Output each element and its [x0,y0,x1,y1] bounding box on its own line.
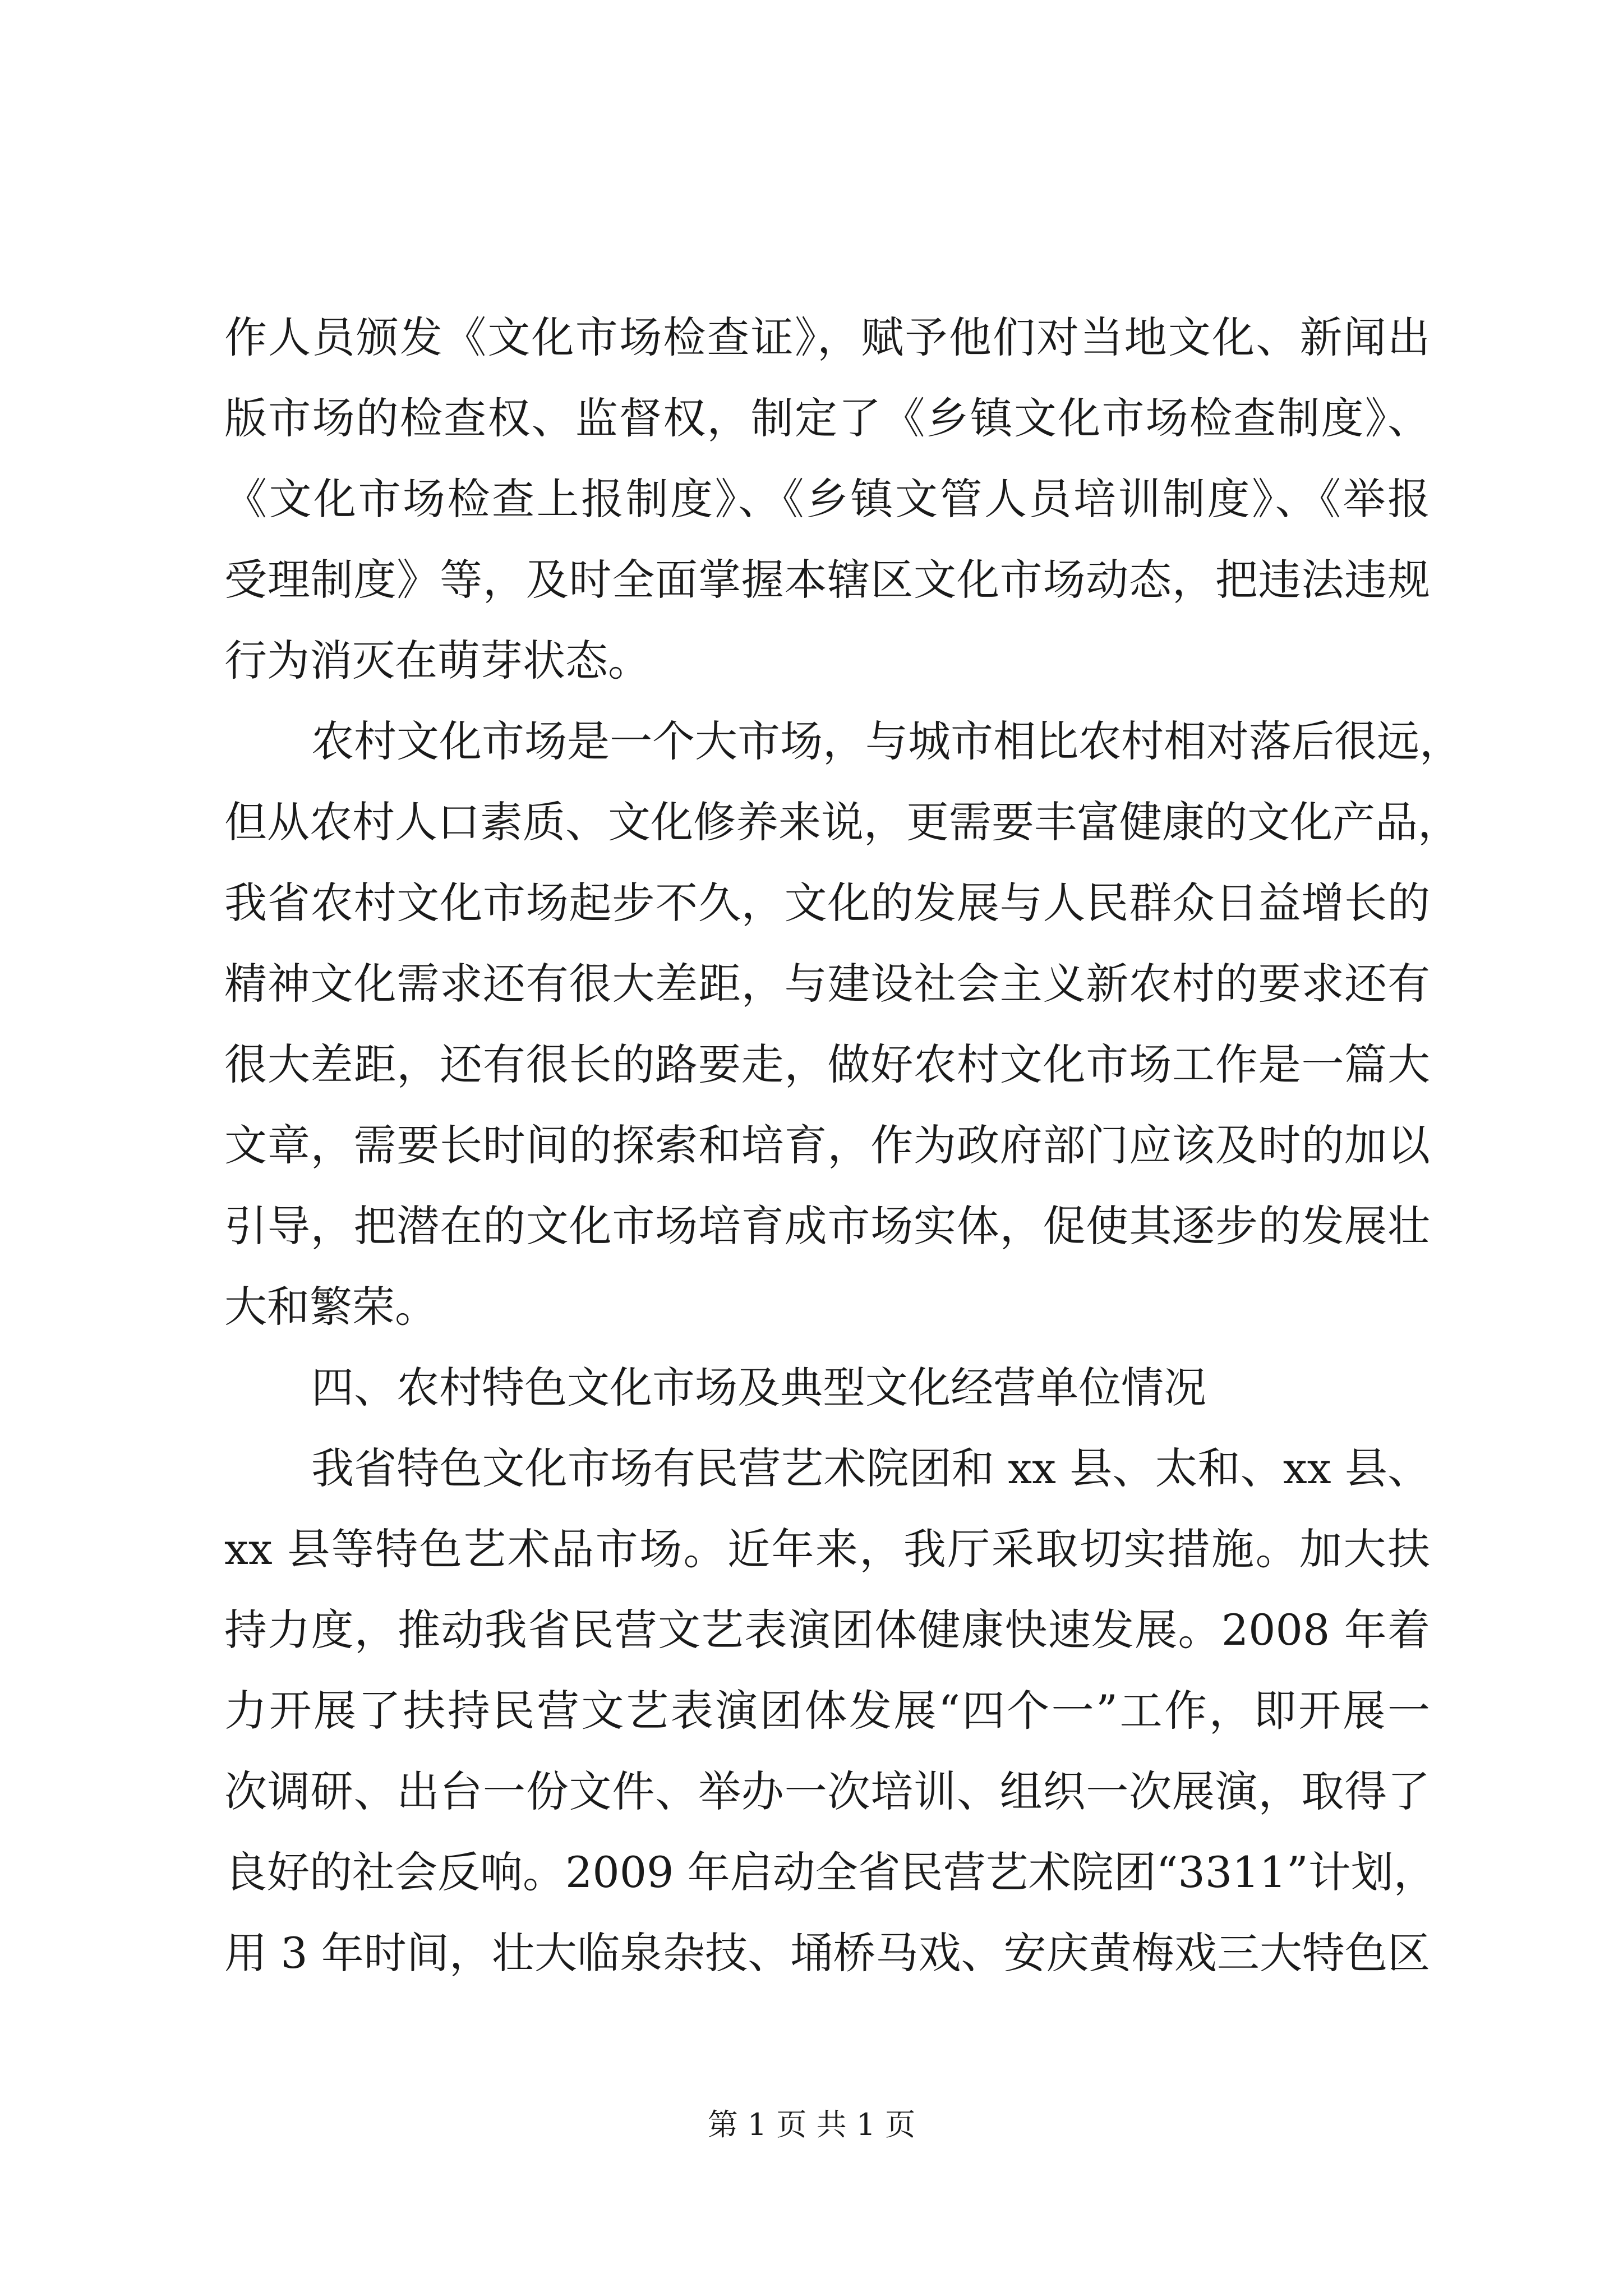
text-line: 我省特色文化市场有民营艺术院团和 xx 县、太和、xx 县、 [311,1443,1430,1493]
paragraph-featured-market [224,1428,1436,1994]
text-line: 作人员颁发《文化市场检查证》，赋予他们对当地文化、新闻出 [224,312,1430,362]
text-line: 文章，需要长时间的探索和培育，作为政府部门应该及时的加以 [224,1120,1430,1170]
text-line: 行为消灭在萌芽状态。 [224,636,651,685]
text-line: 精神文化需求还有很大差距，与建设社会主义新农村的要求还有 [224,959,1430,1009]
text-line: 受理制度》等，及时全面掌握本辖区文化市场动态，把违法违规 [224,555,1430,605]
text-line: 引导，把潜在的文化市场培育成市场实体，促使其逐步的发展壮 [224,1201,1430,1251]
text-line: 《文化市场检查上报制度》、《乡镇文管人员培训制度》、《举报 [224,474,1430,524]
text-line: 我省农村文化市场起步不久，文化的发展与人民群众日益增长的 [224,878,1430,928]
paragraph-continuation [224,297,1430,701]
text-line: 大和繁荣。 [224,1282,437,1332]
document-body [224,297,1462,1994]
text-line: xx 县等特色艺术品市场。近年来，我厅采取切实措施。加大扶 [224,1524,1430,1574]
text-line: 良好的社会反响。2009 年启动全省民营艺术院团“3311”计划， [224,1847,1436,1897]
text-line: 版市场的检查权、监督权，制定了《乡镇文化市场检查制度》、 [224,393,1430,443]
text-line: 但从农村人口素质、文化修养来说，更需要丰富健康的文化产品， [224,797,1460,847]
paragraph-rural-market [224,701,1462,1347]
text-line: 农村文化市场是一个大市场，与城市相比农村相对落后很远， [311,716,1462,766]
heading-line: 四、农村特色文化市场及典型文化经营单位情况 [311,1363,1206,1412]
text-line: 力开展了扶持民营文艺表演团体发展“四个一”工作，即开展一 [224,1686,1430,1736]
section-heading [224,1347,1430,1428]
text-line: 持力度，推动我省民营文艺表演团体健康快速发展。2008 年着 [224,1605,1430,1655]
text-line: 用 3 年时间，壮大临泉杂技、埇桥马戏、安庆黄梅戏三大特色区 [224,1928,1430,1978]
page-footer: 第 1 页 共 1 页 [707,2107,916,2142]
text-line: 很大差距，还有很长的路要走，做好农村文化市场工作是一篇大 [224,1039,1430,1089]
text-line: 次调研、出台一份文件、举办一次培训、组织一次展演，取得了 [224,1766,1430,1816]
